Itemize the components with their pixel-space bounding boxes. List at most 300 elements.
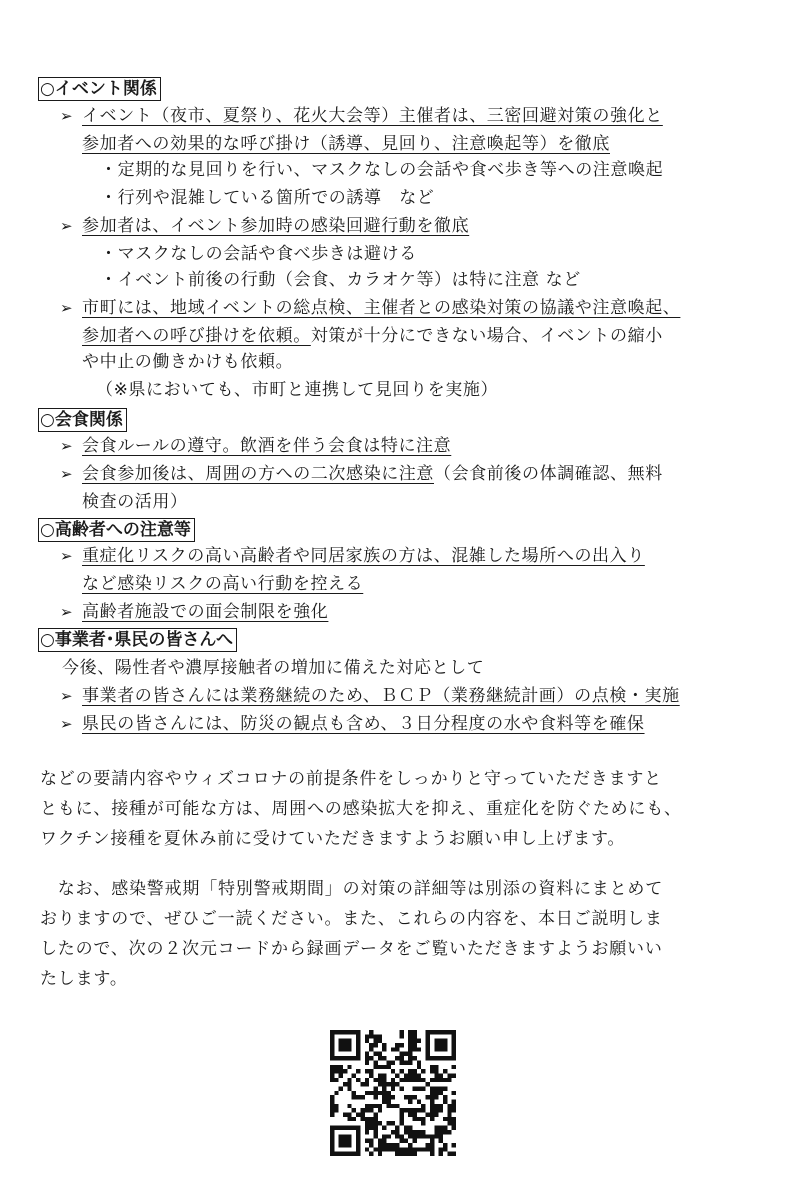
qr-module — [330, 1139, 334, 1143]
qr-module — [369, 1073, 373, 1077]
qr-module — [334, 1069, 338, 1073]
qr-module — [339, 1030, 343, 1034]
qr-module — [334, 1056, 338, 1060]
qr-module — [439, 1030, 443, 1034]
qr-module — [395, 1073, 399, 1077]
qr-module — [373, 1121, 377, 1125]
qr-module — [400, 1060, 404, 1064]
qr-module — [330, 1130, 334, 1134]
qr-module — [382, 1086, 386, 1090]
qr-module — [439, 1139, 443, 1143]
qr-module — [373, 1039, 377, 1043]
qr-module — [447, 1113, 451, 1117]
qr-module — [452, 1091, 456, 1095]
qr-module — [417, 1047, 421, 1051]
qr-module — [426, 1056, 430, 1060]
qr-module — [382, 1095, 386, 1099]
qr-module — [447, 1108, 451, 1112]
qr-module — [347, 1143, 351, 1147]
qr-module — [426, 1095, 430, 1099]
list-item-continuation — [82, 132, 610, 156]
qr-module — [365, 1104, 369, 1108]
qr-module — [378, 1034, 382, 1038]
qr-module — [434, 1134, 438, 1138]
list-item-continuation: や中止の働きかけも依頼。 — [82, 352, 294, 372]
qr-module — [339, 1065, 343, 1069]
list-item-continuation: 検査の活用） — [82, 492, 188, 512]
qr-module — [330, 1143, 334, 1147]
qr-module — [408, 1152, 412, 1156]
qr-module — [443, 1030, 447, 1034]
qr-module — [447, 1117, 451, 1121]
qr-module — [360, 1095, 364, 1099]
arrow-bullet-icon: ➢ — [60, 465, 74, 483]
qr-module — [356, 1047, 360, 1051]
qr-module — [430, 1069, 434, 1073]
qr-module — [443, 1126, 447, 1130]
qr-module — [378, 1078, 382, 1082]
qr-module — [434, 1056, 438, 1060]
qr-module — [417, 1134, 421, 1138]
qr-module — [343, 1139, 347, 1143]
qr-module — [391, 1143, 395, 1147]
qr-module — [347, 1039, 351, 1043]
qr-module — [430, 1108, 434, 1112]
qr-module — [408, 1030, 412, 1034]
qr-module — [378, 1147, 382, 1151]
qr-module — [369, 1121, 373, 1125]
qr-module — [373, 1091, 377, 1095]
qr-module — [452, 1100, 456, 1104]
qr-module — [404, 1139, 408, 1143]
qr-module — [426, 1147, 430, 1151]
qr-module — [365, 1091, 369, 1095]
qr-module — [417, 1130, 421, 1134]
business-item-text: 県民の皆さんには、防災の観点も含め、３日分程度の水や食料等を確保 — [82, 714, 645, 734]
qr-module — [347, 1139, 351, 1143]
qr-module — [400, 1078, 404, 1082]
qr-module — [352, 1091, 356, 1095]
body-paragraph-line: ワクチン接種を夏休み前に受けていただきますようお願い申し上げます。 — [40, 829, 626, 849]
qr-module — [417, 1147, 421, 1151]
qr-module — [400, 1056, 404, 1060]
qr-module — [382, 1056, 386, 1060]
qr-code-icon[interactable] — [330, 1030, 456, 1156]
qr-module — [439, 1104, 443, 1108]
qr-module — [343, 1134, 347, 1138]
qr-module — [347, 1056, 351, 1060]
list-item — [60, 712, 645, 736]
qr-module — [426, 1030, 430, 1034]
event-item-text: 対策が十分にできない場合、イベントの縮小 — [310, 326, 663, 346]
qr-module — [391, 1086, 395, 1090]
qr-module — [413, 1152, 417, 1156]
qr-module — [339, 1069, 343, 1073]
qr-module — [330, 1134, 334, 1138]
qr-module — [330, 1056, 334, 1060]
list-item — [60, 434, 451, 458]
qr-module — [400, 1034, 404, 1038]
qr-module — [452, 1047, 456, 1051]
qr-module — [417, 1078, 421, 1082]
body-paragraph-line: などの要請内容やウィズコロナの前提条件をしっかりと守っていただきますと — [40, 769, 662, 789]
qr-module — [339, 1152, 343, 1156]
qr-module — [443, 1086, 447, 1090]
qr-module — [421, 1117, 425, 1121]
qr-module — [343, 1043, 347, 1047]
qr-module — [334, 1078, 338, 1082]
qr-module — [430, 1065, 434, 1069]
qr-module — [447, 1121, 451, 1125]
qr-module — [382, 1043, 386, 1047]
qr-module — [395, 1147, 399, 1151]
qr-module — [365, 1130, 369, 1134]
qr-module — [443, 1117, 447, 1121]
qr-module — [391, 1047, 395, 1051]
qr-module — [343, 1039, 347, 1043]
qr-module — [373, 1065, 377, 1069]
qr-module — [417, 1100, 421, 1104]
qr-module — [408, 1034, 412, 1038]
qr-module — [347, 1030, 351, 1034]
qr-module — [439, 1152, 443, 1156]
qr-module — [369, 1069, 373, 1073]
qr-module — [373, 1113, 377, 1117]
qr-module — [408, 1143, 412, 1147]
qr-module — [373, 1086, 377, 1090]
qr-module — [343, 1152, 347, 1156]
qr-module — [395, 1047, 399, 1051]
qr-module — [421, 1130, 425, 1134]
qr-module — [413, 1130, 417, 1134]
qr-module — [417, 1065, 421, 1069]
qr-module — [408, 1113, 412, 1117]
qr-module — [356, 1052, 360, 1056]
arrow-bullet-icon: ➢ — [60, 715, 74, 733]
qr-module — [447, 1104, 451, 1108]
qr-module — [347, 1113, 351, 1117]
section-heading-event: ○イベント関係 — [38, 77, 161, 101]
qr-module — [382, 1047, 386, 1051]
qr-module — [421, 1134, 425, 1138]
qr-module — [443, 1056, 447, 1060]
qr-module — [452, 1104, 456, 1108]
qr-module — [330, 1126, 334, 1130]
qr-module — [413, 1047, 417, 1051]
qr-module — [443, 1147, 447, 1151]
qr-module — [408, 1056, 412, 1060]
qr-module — [334, 1030, 338, 1034]
qr-module — [452, 1121, 456, 1125]
qr-module — [434, 1043, 438, 1047]
qr-module — [408, 1108, 412, 1112]
qr-module — [352, 1126, 356, 1130]
qr-module — [339, 1143, 343, 1147]
qr-module — [395, 1152, 399, 1156]
qr-module — [452, 1043, 456, 1047]
qr-module — [378, 1091, 382, 1095]
qr-module — [378, 1065, 382, 1069]
qr-module — [356, 1130, 360, 1134]
qr-module — [439, 1086, 443, 1090]
qr-module — [400, 1086, 404, 1090]
qr-module — [434, 1130, 438, 1134]
qr-module — [417, 1108, 421, 1112]
qr-module — [404, 1052, 408, 1056]
qr-module — [347, 1086, 351, 1090]
qr-module — [452, 1039, 456, 1043]
qr-module — [430, 1056, 434, 1060]
qr-module — [408, 1047, 412, 1051]
qr-module — [382, 1143, 386, 1147]
qr-module — [382, 1073, 386, 1077]
qr-module — [447, 1130, 451, 1134]
qr-module — [447, 1152, 451, 1156]
qr-module — [330, 1152, 334, 1156]
qr-module — [413, 1039, 417, 1043]
qr-module — [339, 1039, 343, 1043]
qr-module — [430, 1104, 434, 1108]
sub-item: ・行列や混雑している箇所での誘導 など — [100, 188, 435, 208]
qr-module — [369, 1056, 373, 1060]
body-paragraph-line: ともに、接種が可能な方は、周囲への感染拡大を抑え、重症化を防ぐためにも、 — [40, 799, 682, 819]
section-heading-business: ○事業者･県民の皆さんへ — [38, 628, 237, 652]
qr-module — [347, 1152, 351, 1156]
qr-module — [365, 1039, 369, 1043]
qr-module — [369, 1152, 373, 1156]
qr-module — [382, 1139, 386, 1143]
qr-module — [378, 1039, 382, 1043]
qr-module — [408, 1100, 412, 1104]
qr-module — [426, 1143, 430, 1147]
qr-module — [395, 1056, 399, 1060]
qr-module — [413, 1113, 417, 1117]
qr-module — [365, 1139, 369, 1143]
sub-item: ・イベント前後の行動（会食、カラオケ等）は特に注意 など — [100, 270, 581, 290]
qr-module — [339, 1126, 343, 1130]
qr-module — [352, 1117, 356, 1121]
qr-module — [360, 1108, 364, 1112]
qr-module — [386, 1100, 390, 1104]
qr-module — [413, 1078, 417, 1082]
qr-module — [426, 1034, 430, 1038]
qr-module — [330, 1065, 334, 1069]
qr-module — [417, 1117, 421, 1121]
qr-module — [443, 1100, 447, 1104]
qr-module — [378, 1056, 382, 1060]
qr-module — [434, 1073, 438, 1077]
arrow-bullet-icon: ➢ — [60, 107, 74, 125]
qr-module — [421, 1078, 425, 1082]
dining-item-text: （会食前後の体調確認、無料 — [434, 464, 663, 484]
qr-module — [434, 1104, 438, 1108]
qr-module — [343, 1126, 347, 1130]
qr-module — [413, 1147, 417, 1151]
qr-module — [365, 1117, 369, 1121]
qr-module — [365, 1147, 369, 1151]
qr-module — [408, 1134, 412, 1138]
qr-module — [382, 1082, 386, 1086]
qr-module — [452, 1152, 456, 1156]
qr-module — [373, 1130, 377, 1134]
qr-module — [443, 1047, 447, 1051]
arrow-bullet-icon: ➢ — [60, 299, 74, 317]
qr-module — [382, 1134, 386, 1138]
qr-module — [330, 1047, 334, 1051]
qr-module — [430, 1095, 434, 1099]
qr-module — [382, 1078, 386, 1082]
qr-module — [373, 1052, 377, 1056]
qr-module — [347, 1134, 351, 1138]
qr-module — [400, 1113, 404, 1117]
qr-module — [386, 1143, 390, 1147]
qr-module — [447, 1030, 451, 1034]
qr-module — [356, 1056, 360, 1060]
qr-module — [343, 1069, 347, 1073]
qr-module — [452, 1143, 456, 1147]
qr-module — [421, 1147, 425, 1151]
qr-module — [439, 1091, 443, 1095]
qr-module — [413, 1117, 417, 1121]
qr-module — [347, 1082, 351, 1086]
qr-module — [378, 1082, 382, 1086]
qr-module — [347, 1078, 351, 1082]
qr-module — [356, 1134, 360, 1138]
qr-module — [404, 1095, 408, 1099]
qr-module — [334, 1065, 338, 1069]
qr-module — [343, 1082, 347, 1086]
qr-module — [395, 1104, 399, 1108]
body-paragraph-line: なお、感染警戒期「特別警戒期間」の対策の詳細等は別添の資料にまとめて — [40, 879, 663, 899]
list-item — [60, 296, 680, 320]
qr-module — [369, 1047, 373, 1051]
qr-module — [408, 1078, 412, 1082]
qr-module — [356, 1143, 360, 1147]
qr-module — [404, 1108, 408, 1112]
qr-module — [356, 1034, 360, 1038]
qr-module — [443, 1130, 447, 1134]
qr-module — [330, 1078, 334, 1082]
qr-module — [356, 1043, 360, 1047]
qr-module — [443, 1043, 447, 1047]
qr-module — [386, 1091, 390, 1095]
qr-module — [365, 1108, 369, 1112]
qr-module — [417, 1086, 421, 1090]
qr-module — [369, 1030, 373, 1034]
qr-module — [365, 1082, 369, 1086]
intro-text: 今後、陽性者や濃厚接触者の増加に備えた対応として — [62, 658, 485, 678]
qr-module — [395, 1082, 399, 1086]
qr-module — [400, 1069, 404, 1073]
qr-module — [400, 1152, 404, 1156]
qr-module — [369, 1108, 373, 1112]
event-item-text: 参加者は、イベント参加時の感染回避行動を徹底 — [82, 216, 470, 236]
event-item-text: 参加者への効果的な呼び掛け（誘導、見回り、注意喚起等）を徹底 — [82, 134, 610, 154]
qr-module — [408, 1039, 412, 1043]
qr-module — [443, 1143, 447, 1147]
qr-module — [430, 1117, 434, 1121]
qr-module — [434, 1065, 438, 1069]
qr-module — [443, 1069, 447, 1073]
qr-module — [452, 1030, 456, 1034]
qr-module — [434, 1086, 438, 1090]
qr-module — [330, 1069, 334, 1073]
qr-module — [369, 1091, 373, 1095]
business-item-text: 事業者の皆さんには業務継続のため、ＢＣＰ（業務継続計画）の点検・実施 — [82, 686, 680, 706]
qr-module — [404, 1130, 408, 1134]
qr-module — [430, 1147, 434, 1151]
qr-module — [430, 1139, 434, 1143]
qr-module — [334, 1152, 338, 1156]
qr-module — [413, 1069, 417, 1073]
qr-module — [334, 1108, 338, 1112]
qr-module — [386, 1065, 390, 1069]
arrow-bullet-icon: ➢ — [60, 603, 74, 621]
qr-module — [373, 1134, 377, 1138]
qr-module — [400, 1030, 404, 1034]
qr-module — [373, 1104, 377, 1108]
list-item-continuation — [82, 572, 363, 596]
qr-module — [378, 1052, 382, 1056]
qr-module — [391, 1060, 395, 1064]
qr-module — [421, 1104, 425, 1108]
qr-module — [339, 1047, 343, 1051]
qr-module — [334, 1091, 338, 1095]
list-item — [60, 104, 663, 128]
qr-module — [452, 1117, 456, 1121]
qr-module — [404, 1152, 408, 1156]
sub-item: ・マスクなしの会話や食べ歩きは避ける — [100, 244, 417, 264]
qr-module — [452, 1056, 456, 1060]
qr-module — [369, 1117, 373, 1121]
qr-module — [391, 1147, 395, 1151]
event-item-text: イベント（夜市、夏祭り、花火大会等）主催者は、三密回避対策の強化と — [82, 106, 663, 126]
qr-module — [373, 1034, 377, 1038]
qr-module — [421, 1121, 425, 1125]
qr-module — [369, 1143, 373, 1147]
qr-module — [439, 1078, 443, 1082]
qr-module — [400, 1117, 404, 1121]
qr-module — [339, 1056, 343, 1060]
qr-module — [360, 1082, 364, 1086]
qr-module — [404, 1126, 408, 1130]
qr-module — [408, 1095, 412, 1099]
qr-module — [365, 1056, 369, 1060]
qr-module — [339, 1134, 343, 1138]
qr-module — [443, 1039, 447, 1043]
qr-module — [347, 1065, 351, 1069]
qr-module — [334, 1126, 338, 1130]
qr-module — [356, 1069, 360, 1073]
qr-module — [434, 1039, 438, 1043]
qr-module — [352, 1030, 356, 1034]
section-heading-elderly: ○高齢者への注意等 — [38, 518, 195, 542]
qr-module — [360, 1117, 364, 1121]
qr-module — [395, 1143, 399, 1147]
qr-module — [439, 1108, 443, 1112]
arrow-bullet-icon: ➢ — [60, 547, 74, 565]
qr-module — [400, 1043, 404, 1047]
dining-item-text: 会食ルールの遵守。飲酒を伴う会食は特に注意 — [82, 436, 452, 456]
qr-module — [408, 1147, 412, 1151]
qr-module — [330, 1147, 334, 1151]
qr-module — [373, 1043, 377, 1047]
qr-module — [413, 1139, 417, 1143]
qr-module — [386, 1095, 390, 1099]
qr-module — [386, 1147, 390, 1151]
qr-module — [404, 1060, 408, 1064]
qr-module — [382, 1147, 386, 1151]
